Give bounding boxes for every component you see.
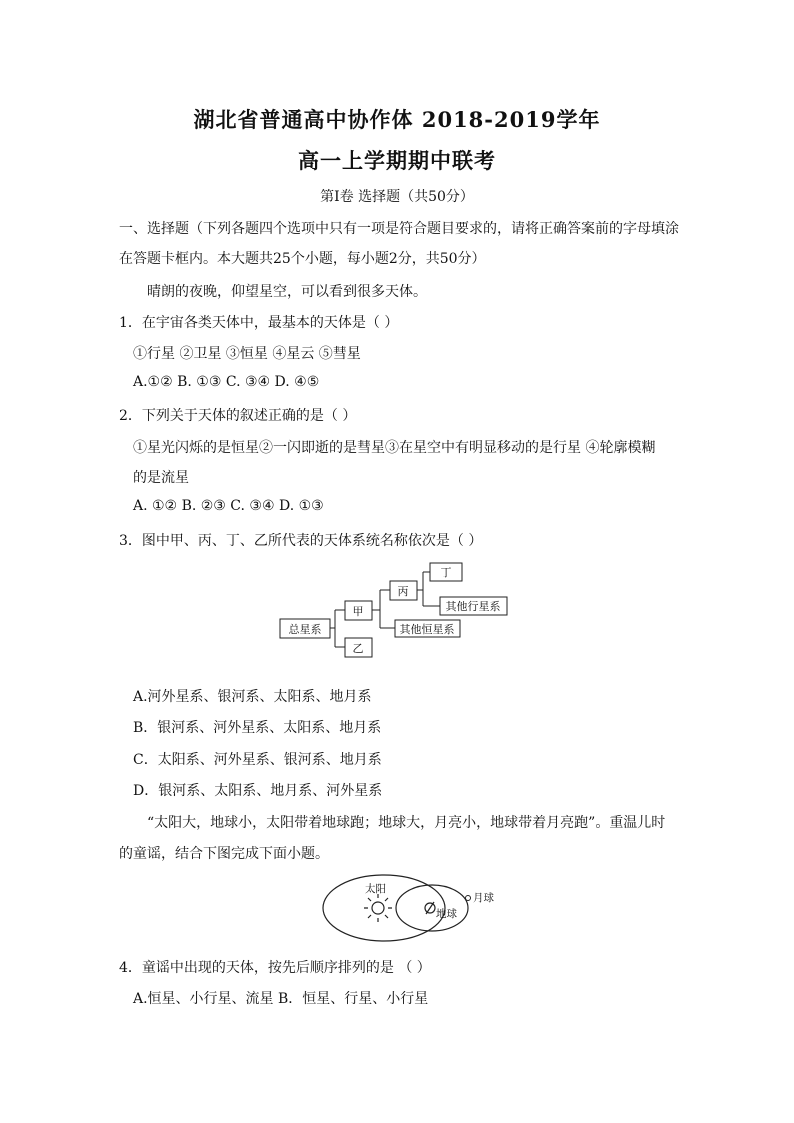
q1-options: A.①② B. ①③ C. ③④ D. ④⑤ [133, 374, 320, 390]
q4-options: A.恒星、小行星、流星 B．恒星、行星、小行星 [133, 991, 429, 1007]
q3-option-d: D．银河系、太阳系、地月系、河外星系 [133, 783, 383, 799]
connector-jia [372, 590, 395, 628]
label-ding: 丁 [440, 566, 452, 579]
q2-text: 2．下列关于天体的叙述正确的是（ ） [119, 408, 357, 424]
moon-orbit [396, 885, 468, 931]
label-root: 总星系 [288, 623, 322, 636]
label-other-stars: 其他恒星系 [399, 623, 455, 636]
label-other-planets: 其他行星系 [445, 600, 501, 613]
label-earth: 地球 [436, 908, 457, 920]
label-yi: 乙 [352, 642, 364, 655]
celestial-system-diagram [270, 560, 520, 660]
q2-statements-line1: ①星光闪烁的是恒星②一闪即逝的是彗星③在星空中有明显移动的是行星 ④轮廓模糊 [133, 440, 656, 456]
q1-text: 1．在宇宙各类天体中，最基本的天体是（ ） [119, 315, 399, 331]
q2-statements-line2: 的是流星 [133, 470, 189, 486]
connector-bing [417, 572, 440, 606]
q3-option-c: C．太阳系、河外星系、银河系、地月系 [133, 752, 382, 768]
connector-root [330, 610, 345, 647]
exam-title-line1: 湖北省普通高中协作体 2018-2019学年 [193, 107, 601, 132]
passage-line2: 的童谣，结合下图完成下面小题。 [119, 846, 329, 862]
label-bing: 丙 [397, 585, 409, 598]
question-stem: 晴朗的夜晚，仰望星空，可以看到很多天体。 [147, 284, 427, 300]
passage-line1: “太阳大，地球小，太阳带着地球跑；地球大，月亮小，地球带着月亮跑”。重温儿时 [147, 815, 666, 831]
label-sun: 太阳 [365, 883, 386, 895]
q3-text: 3．图中甲、丙、丁、乙所代表的天体系统名称依次是（ ） [119, 533, 483, 549]
instructions-line2: 在答题卡框内。本大题共25个小题，每小题2分，共50分） [119, 251, 486, 267]
q4-text: 4．童谣中出现的天体，按先后顺序排列的是 （ ） [119, 960, 431, 976]
sun-rays [364, 894, 392, 922]
q3-option-a: A.河外星系、银河系、太阳系、地月系 [133, 689, 372, 705]
exam-title-line2: 高一上学期期中联考 [298, 148, 496, 173]
instructions-line1: 一、选择题（下列各题四个选项中只有一项是符合题目要求的，请将正确答案前的字母填涂 [119, 221, 679, 237]
label-jia: 甲 [352, 605, 364, 618]
section-heading: 第Ⅰ卷 选择题（共50分） [320, 189, 474, 205]
moon-icon [466, 896, 471, 901]
q1-items: ①行星 ②卫星 ③恒星 ④星云 ⑤彗星 [133, 346, 361, 362]
q3-option-b: B．银河系、河外星系、太阳系、地月系 [133, 720, 382, 736]
sun-earth-moon-diagram [318, 872, 508, 944]
label-moon: 月球 [473, 892, 494, 904]
sun-icon [372, 902, 384, 914]
q2-options: A. ①② B. ②③ C. ③④ D. ①③ [133, 498, 324, 514]
